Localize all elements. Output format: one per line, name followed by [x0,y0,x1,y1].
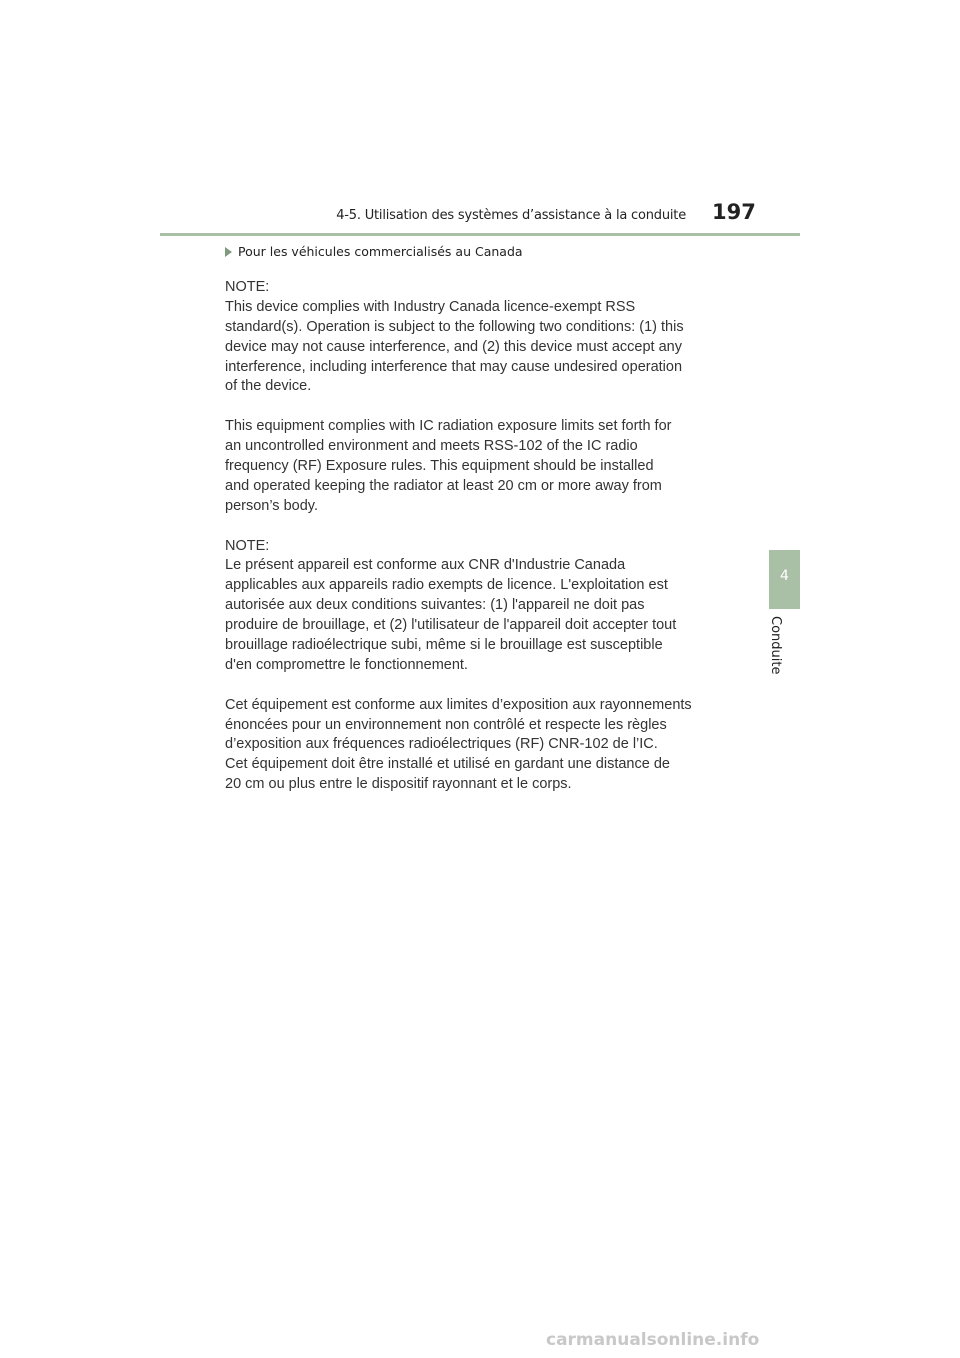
chapter-label-text: Conduite [768,616,783,675]
french-para2-line: Cet équipement doit être installé et utilisé en gardant une distance de [225,756,670,773]
paragraph-gap [225,517,745,537]
page-number: 197 [712,200,756,224]
french-para1-line: brouillage radioélectrique subi, même si le brouillage est susceptible [225,637,663,654]
english-para1-line: This device complies with Industry Canada licence-exempt RSS [225,298,636,315]
french-para1-line: produire de brouillage, et (2) l'utilisateur de l'appareil doit accepter tout [225,617,677,634]
french-para1-line: autorisée aux deux conditions suivantes: (1) l'appareil ne doit pas [225,597,645,614]
watermark-text: carmanualsonline.info [546,1330,760,1350]
regulatory-notice [225,278,745,795]
english-para1-line: standard(s). Operation is subject to the following two conditions: (1) this [225,318,684,335]
french-para2-line: énoncées pour un environnement non contrôlé et respecte les règles [225,716,667,733]
english-para1-line: device may not cause interference, and (2) this device must accept any [225,338,682,355]
english-para2-line: person’s body. [225,497,318,514]
bullet-heading-text: Pour les véhicules commercialisés au Canada [238,244,523,259]
english-para1-line: interference, including interference that may cause undesired operation [225,358,683,375]
english-para1-line: of the device. [225,378,312,395]
triangle-bullet-icon [225,247,232,257]
french-para2-line: 20 cm ou plus entre le dispositif rayonnant et le corps. [225,776,572,793]
french-para1-line: applicables aux appareils radio exempts de licence. L'exploitation est [225,577,668,594]
bullet-heading [225,244,523,259]
french-para1-line: Le présent appareil est conforme aux CNR d'Industrie Canada [225,557,626,574]
section-title: 4-5. Utilisation des systèmes d’assistance à la conduite [336,208,686,223]
header-rule [160,233,800,236]
paragraph-gap [225,397,745,417]
french-para1-line: d'en compromettre le fonctionnement. [225,656,468,673]
chapter-tab[interactable] [769,550,800,609]
english-para2-line: This equipment complies with IC radiation exposure limits set forth for [225,418,672,435]
english-para2-line: and operated keeping the radiator at least 20 cm or more away from [225,477,662,494]
english-para2-line: frequency (RF) Exposure rules. This equipment should be installed [225,458,654,475]
french-para2-line: d’exposition aux fréquences radioélectriques (RF) CNR-102 de l’IC. [225,736,658,753]
english-note-label: NOTE: [225,279,270,295]
chapter-number: 4 [780,568,789,584]
english-para2-line: an uncontrolled environment and meets RSS-102 of the IC radio [225,438,638,455]
chapter-label [768,616,788,680]
french-para2-line: Cet équipement est conforme aux limites d’exposition aux rayonnements [225,696,692,713]
paragraph-gap [225,676,745,696]
french-note-label: NOTE: [225,537,270,554]
